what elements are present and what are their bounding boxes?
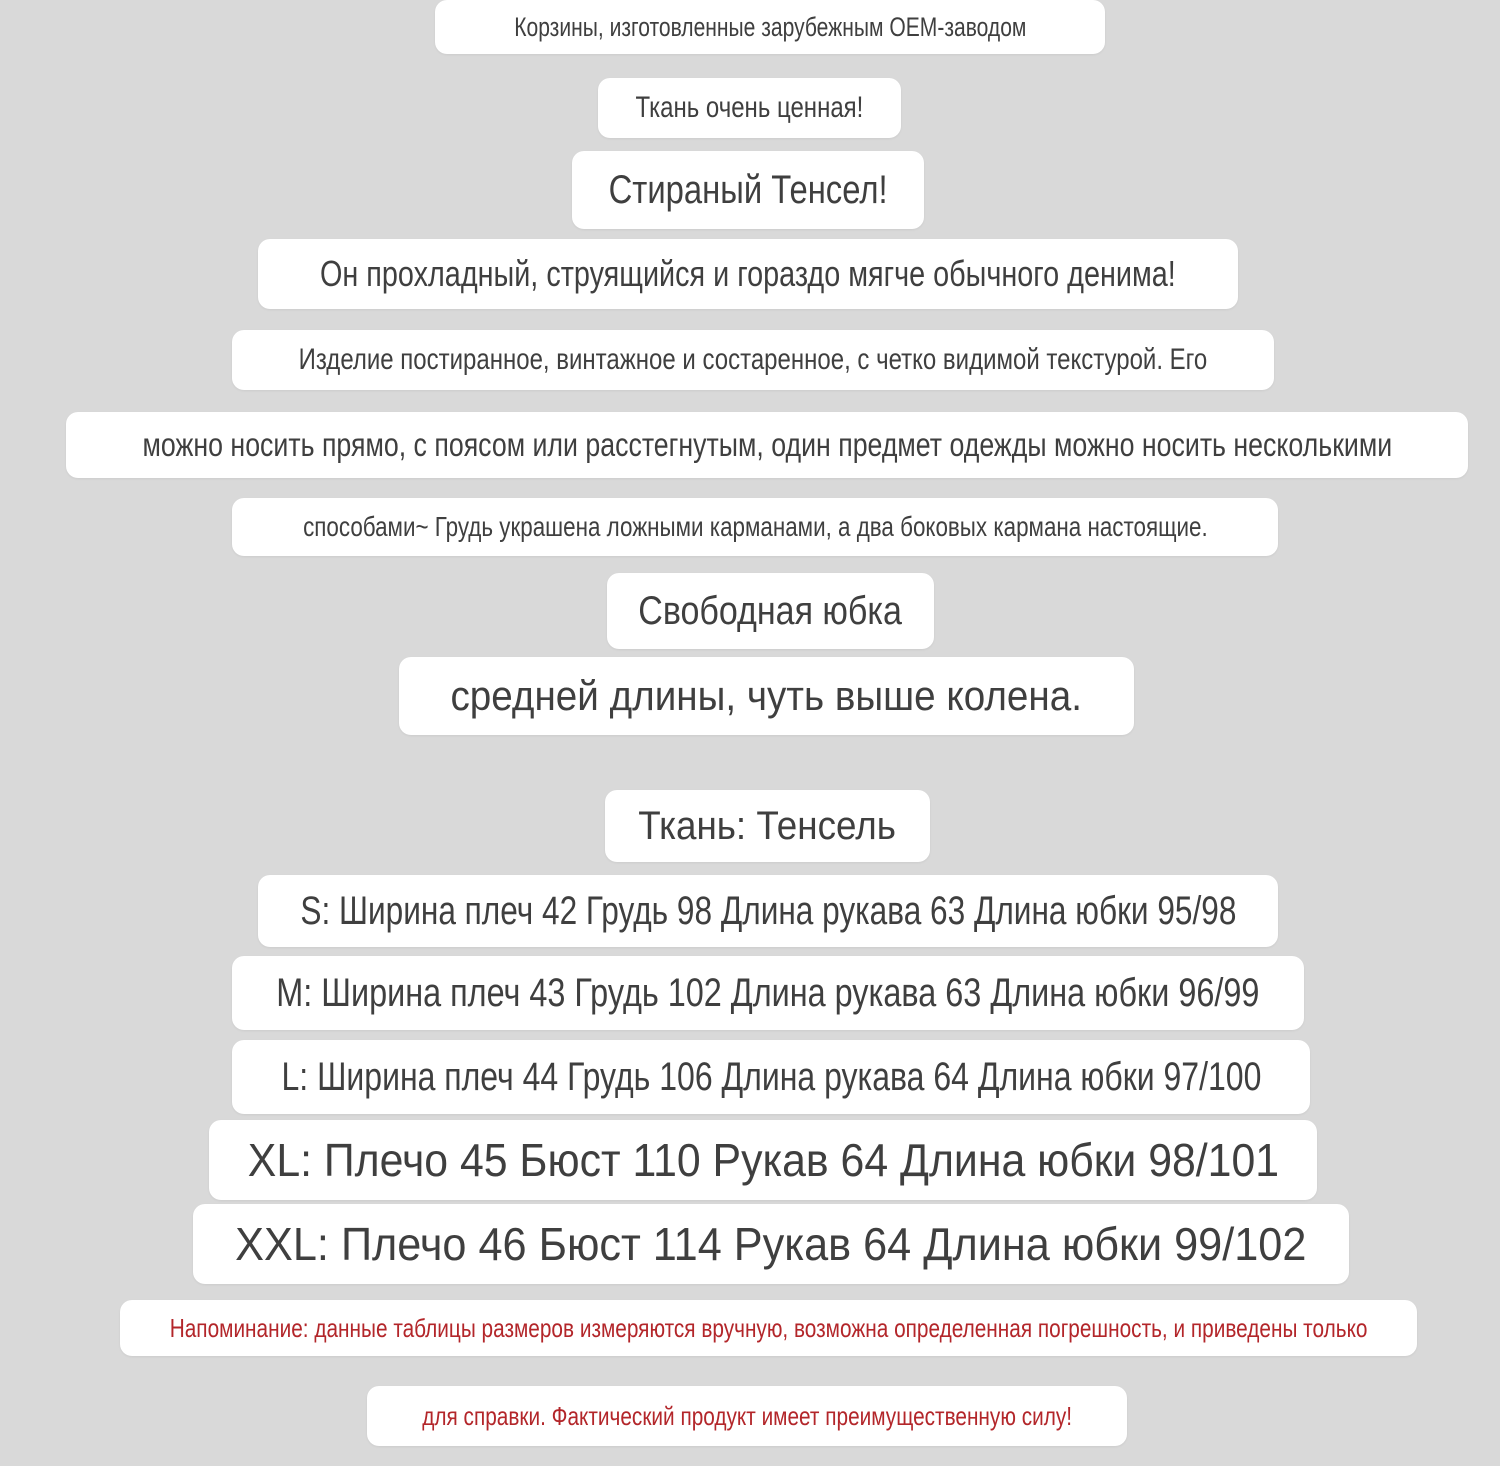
size-row-xxl: XXL: Плечо 46 Бюст 114 Рукав 64 Длина юбки 99/102 [193, 1204, 1349, 1284]
skirt-length-note: средней длины, чуть выше колена. [399, 657, 1134, 735]
wear-note: можно носить прямо, с поясом или расстегнутым, один предмет одежды можно носить несколькими [66, 412, 1468, 478]
size-row-m: M: Ширина плеч 43 Грудь 102 Длина рукава 63 Длина юбки 96/99 [232, 956, 1304, 1030]
oem-note: Корзины, изготовленные зарубежным OEM-заводом [435, 0, 1105, 54]
size-row-s: S: Ширина плеч 42 Грудь 98 Длина рукава 63 Длина юбки 95/98 [258, 875, 1278, 947]
fabric-value-note: Ткань очень ценная! [598, 78, 901, 138]
softness-note: Он прохладный, струящийся и гораздо мягче обычного денима! [258, 239, 1238, 309]
washed-tencel-heading: Стираный Тенсел! [572, 151, 924, 229]
size-row-xl: XL: Плечо 45 Бюст 110 Рукав 64 Длина юбки 98/101 [209, 1120, 1317, 1200]
pockets-note: способами~ Грудь украшена ложными карманами, а два боковых кармана настоящие. [232, 498, 1278, 556]
size-row-l: L: Ширина плеч 44 Грудь 106 Длина рукава 64 Длина юбки 97/100 [232, 1040, 1310, 1114]
fabric-label: Ткань: Тенсель [605, 790, 930, 862]
reminder-line-1: Напоминание: данные таблицы размеров измеряются вручную, возможна определенная погрешность, и приведены только [120, 1300, 1417, 1356]
vintage-note: Изделие постиранное, винтажное и состаренное, с четко видимой текстурой. Его [232, 330, 1274, 390]
skirt-heading: Свободная юбка [607, 573, 934, 649]
reminder-line-2: для справки. Фактический продукт имеет преимущественную силу! [367, 1386, 1127, 1446]
